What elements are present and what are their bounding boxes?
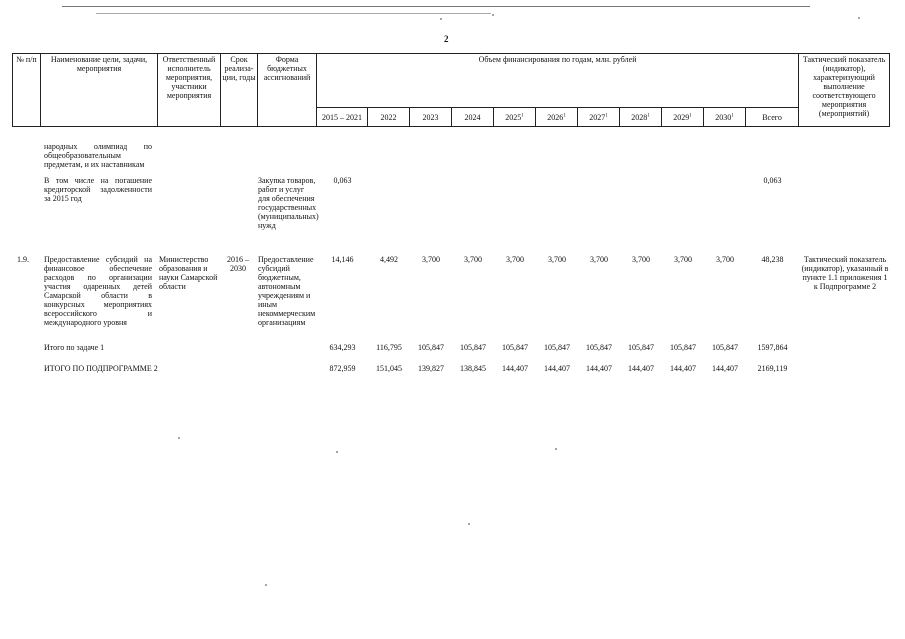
top-border-line: [62, 6, 810, 7]
value-cell: 3,700: [674, 255, 692, 264]
value-cell: 872,959: [329, 364, 356, 373]
value-cell: 105,847: [712, 343, 738, 352]
header-year-6: [578, 108, 620, 127]
row-task-total-name: Итого по задаче 1: [44, 343, 105, 352]
value-cell: 48,238: [761, 255, 784, 264]
scan-speck: [265, 584, 267, 586]
value-cell: 144,407: [586, 364, 612, 373]
header-year-9: [704, 108, 746, 127]
header-year-10: [746, 108, 799, 127]
value-cell: 105,847: [628, 343, 654, 352]
value-cell: 139,827: [418, 364, 444, 373]
header-responsible: Ответственный исполнитель мероприятия, участники мероприятия: [158, 54, 221, 127]
row-1-9-form: Предоставление субсидий бюджетным, автономным учреждениям и иным некоммерческим организациям: [258, 255, 316, 327]
header-year-label: Всего: [762, 112, 782, 122]
value-cell: 3,700: [716, 255, 734, 264]
value-cell: 634,293: [329, 343, 356, 352]
value-cell: 3,700: [422, 255, 440, 264]
header-year-footnote: 1: [605, 112, 608, 118]
header-year-8: [662, 108, 704, 127]
value-cell: 2169,119: [757, 364, 788, 373]
value-cell: 105,847: [460, 343, 486, 352]
header-year-footnote: 1: [521, 112, 524, 118]
value-cell: 4,492: [380, 255, 398, 264]
header-year-label: 2028: [631, 112, 648, 122]
header-funding: Объем финансирования по годам, млн. рублей: [317, 54, 799, 108]
value-cell: 3,700: [464, 255, 482, 264]
scan-speck: [858, 17, 860, 19]
value-cell: 105,847: [418, 343, 444, 352]
scan-speck: [440, 18, 442, 20]
row-1-9-responsible: Министерство образования и науки Самарской области: [159, 255, 218, 291]
value-cell: 151,045: [376, 364, 402, 373]
header-year-label: 2029: [673, 112, 690, 122]
top-border-line-2: [96, 13, 491, 14]
header-year-5: [536, 108, 578, 127]
scan-speck: [555, 448, 557, 450]
value-cell: 3,700: [632, 255, 650, 264]
value-cell: 105,847: [544, 343, 570, 352]
value-cell: 3,700: [548, 255, 566, 264]
header-year-7: [620, 108, 662, 127]
header-year-label: 2022: [380, 112, 397, 122]
header-year-label: 2030: [715, 112, 732, 122]
header-year-1: [368, 108, 410, 127]
value-cell: 3,700: [506, 255, 524, 264]
value-cell: 105,847: [670, 343, 696, 352]
row-1-9-name: Предоставление субсидий на финансовое обеспечение расходов по организации участия одаренных детей Самарской области в конкурсных мероприятиях всероссийского и международного уровня: [44, 255, 152, 327]
row-continued-name: народных олимпиад по общеобразовательным предметам, и их наставникам: [44, 142, 152, 169]
row-1-9-num: 1.9.: [17, 255, 29, 264]
header-term: Срок реализа-ции, годы: [221, 54, 258, 127]
header-year-label: 2025: [505, 112, 522, 122]
value-cell: 144,407: [670, 364, 696, 373]
row-1-9-term: 2016 – 2030: [227, 255, 249, 273]
header-year-footnote: 1: [731, 112, 734, 118]
header-year-label: 2024: [464, 112, 481, 122]
header-year-footnote: 1: [689, 112, 692, 118]
value-cell: 3,700: [590, 255, 608, 264]
value-cell: 1597,864: [757, 343, 788, 352]
scan-speck: [178, 437, 180, 439]
scan-speck: [336, 451, 338, 453]
header-indicator: Тактический показатель (индикатор), характеризующий выполнение соответствующего мероприятия (мероприятий): [799, 54, 890, 127]
value-cell: 144,407: [502, 364, 528, 373]
header-year-2: [410, 108, 452, 127]
value-cell: 144,407: [544, 364, 570, 373]
header-form: Форма бюджетных ассигнований: [258, 54, 317, 127]
header-year-label: 2027: [589, 112, 606, 122]
value-cell: 138,845: [460, 364, 486, 373]
page-number: 2: [444, 34, 449, 44]
header-year-label: 2015 – 2021: [322, 112, 362, 122]
header-year-footnote: 1: [563, 112, 566, 118]
value-cell: 144,407: [712, 364, 738, 373]
value-cell: 0,063: [333, 176, 352, 185]
header-year-3: [452, 108, 494, 127]
header-year-4: [494, 108, 536, 127]
row-debt-name: В том числе на погашение кредиторской задолженности за 2015 год: [44, 176, 152, 203]
value-cell: 144,407: [628, 364, 654, 373]
funding-table-header: [12, 53, 890, 127]
header-name: Наименование цели, задачи, мероприятия: [41, 54, 158, 127]
scan-speck: [468, 523, 470, 525]
value-cell: 14,146: [331, 255, 354, 264]
row-subprogram-total-name: ИТОГО ПО ПОДПРОГРАММЕ 2: [44, 364, 158, 373]
value-cell: 0,063: [763, 176, 782, 185]
header-num: № п/п: [13, 54, 41, 127]
row-debt-form: Закупка товаров, работ и услуг для обеспечения государственных (муниципальных) нужд: [258, 176, 319, 230]
value-cell: 116,795: [376, 343, 402, 352]
value-cell: 105,847: [502, 343, 528, 352]
header-year-label: 2026: [547, 112, 564, 122]
header-year-footnote: 1: [647, 112, 650, 118]
header-year-label: 2023: [422, 112, 439, 122]
row-1-9-indicator: Тактический показатель (индикатор), указанный в пункте 1.1 приложения 1 к Подпрограмме 2: [801, 255, 889, 291]
scan-speck: [492, 14, 494, 16]
value-cell: 105,847: [586, 343, 612, 352]
header-year-0: [317, 108, 368, 127]
